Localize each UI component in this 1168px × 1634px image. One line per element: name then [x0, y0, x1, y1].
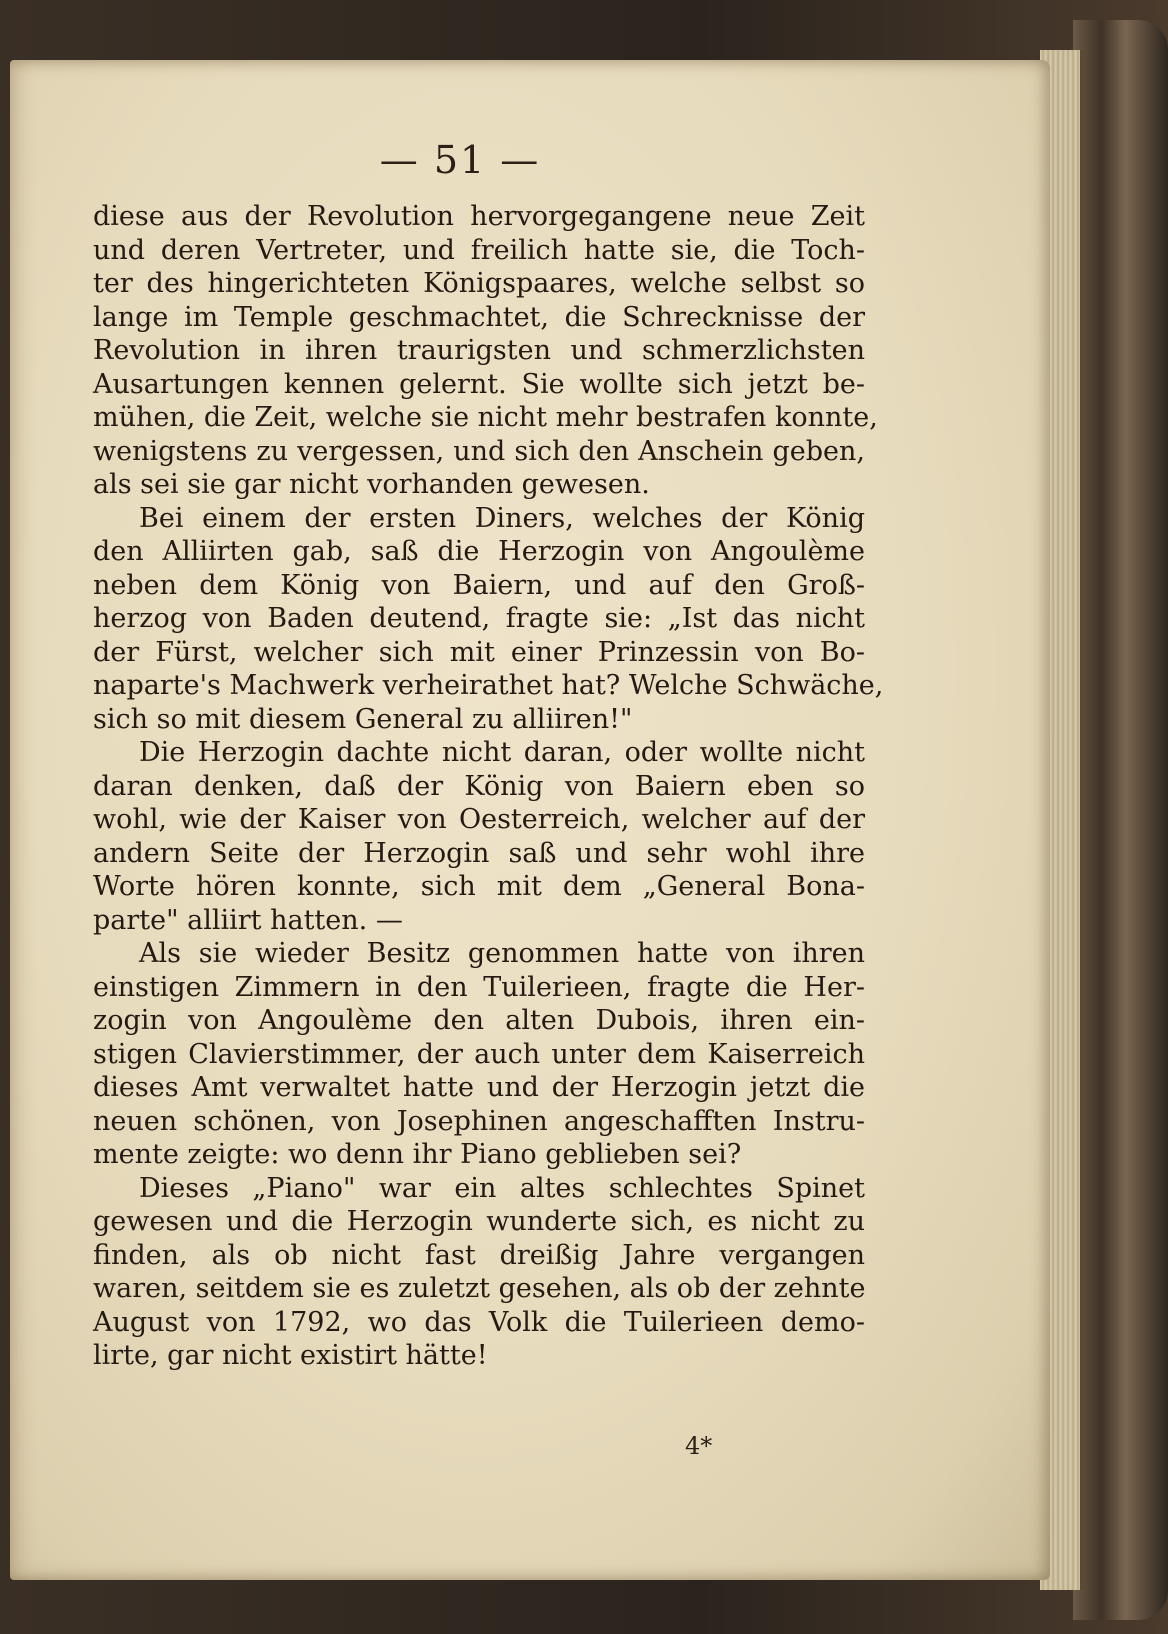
text-line: sich so mit diesem General zu alliiren!" — [93, 703, 633, 735]
text-line: dieses Amt verwaltet hatte und der Herzogin jetzt die — [93, 1072, 865, 1103]
text-line: parte" alliirt hatten. — — [93, 904, 403, 936]
text-line: mühen, die Zeit, welche sie nicht mehr bestrafen konnte, — [93, 402, 878, 433]
text-line: ter des hingerichteten Königspaares, welche selbst so — [93, 268, 865, 299]
text-line: lirte, gar nicht existirt hätte! — [93, 1340, 488, 1371]
text-line: neben dem König von Baiern, und auf den Groß- — [93, 569, 865, 601]
book-spine-edge — [1073, 20, 1168, 1620]
text-line: lange im Temple geschmachtet, die Schrecknisse der — [93, 301, 865, 333]
text-line: diese aus der Revolution hervorgegangene neue Zeit — [93, 201, 865, 232]
text-line: naparte's Machwerk verheirathet hat? Welche Schwäche, — [93, 670, 884, 701]
text-line: Dieses „Piano" war ein altes schlechtes Spinet — [139, 1172, 865, 1204]
text-line: herzog von Baden deutend, fragte sie: „Ist das nicht — [93, 603, 865, 634]
text-line: andern Seite der Herzogin saß und sehr wohl ihre — [93, 837, 865, 869]
text-line: mente zeigte: wo denn ihr Piano geblieben sei? — [93, 1139, 742, 1170]
text-line: stigen Clavierstimmer, der auch unter dem Kaiserreich — [93, 1038, 865, 1070]
text-line: neuen schönen, von Josephinen angeschafften Instru- — [93, 1105, 865, 1137]
text-line: Als sie wieder Besitz genommen hatte von ihren — [139, 938, 865, 969]
text-line: als sei sie gar nicht vorhanden gewesen. — [93, 469, 650, 500]
text-line: zogin von Angoulème den alten Dubois, ihren ein- — [93, 1005, 865, 1036]
text-line: Ausartungen kennen gelernt. Sie wollte sich jetzt be- — [93, 368, 865, 400]
text-line: den Alliirten gab, saß die Herzogin von Angoulème — [93, 536, 865, 567]
text-line: gewesen und die Herzogin wunderte sich, es nicht zu — [93, 1206, 865, 1237]
text-line: August von 1792, wo das Volk die Tuilerieen demo- — [93, 1306, 865, 1338]
text-line: wenigstens zu vergessen, und sich den Anschein geben, — [93, 435, 865, 467]
text-line: daran denken, daß der König von Baiern eben so — [93, 770, 865, 802]
text-line: einstigen Zimmern in den Tuilerieen, fragte die Her- — [93, 971, 865, 1003]
signature-mark: 4* — [685, 1432, 713, 1460]
text-line: und deren Vertreter, und freilich hatte sie, die Toch- — [93, 234, 865, 266]
text-line: finden, als ob nicht fast dreißig Jahre vergangen — [93, 1239, 865, 1271]
text-line: der Fürst, welcher sich mit einer Prinzessin von Bo- — [93, 636, 865, 668]
page-number-header: — 51 — — [379, 138, 541, 182]
text-line: wohl, wie der Kaiser von Oesterreich, welcher auf der — [93, 804, 865, 835]
text-line: waren, seitdem sie es zuletzt gesehen, als ob der zehnte — [93, 1273, 866, 1304]
body-text — [93, 200, 884, 1373]
text-line: Worte hören konnte, sich mit dem „General Bona- — [93, 871, 865, 902]
text-line: Die Herzogin dachte nicht daran, oder wollte nicht — [139, 737, 865, 768]
text-line: Bei einem der ersten Diners, welches der König — [139, 502, 865, 534]
text-line: Revolution in ihren traurigsten und schmerzlichsten — [93, 335, 865, 366]
